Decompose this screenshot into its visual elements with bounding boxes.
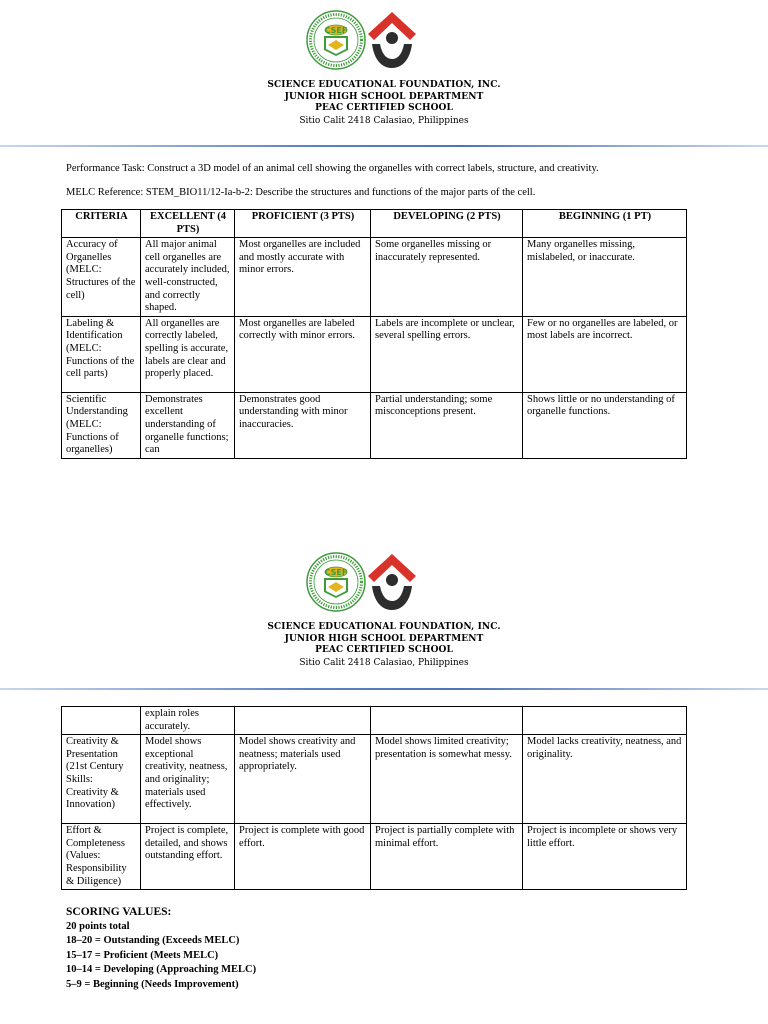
beginning-cell: Project is incomplete or shows very little effort. (523, 824, 687, 890)
criteria-cell: Accuracy of Organelles (MELC: Structures of the cell) (62, 238, 141, 317)
header-criteria: CRITERIA (62, 210, 141, 238)
excellent-cell: Model shows exceptional creativity, neatness, and originality; materials used effectively. (141, 735, 235, 824)
page1-header (0, 10, 768, 127)
school-address: Sitio Calit 2418 Calasiao, Philippines (299, 115, 469, 126)
criteria-cell: Scientific Understanding (MELC: Functions of organelles) (62, 392, 141, 458)
school-address: Sitio Calit 2418 Calasiao, Philippines (299, 657, 469, 668)
rubric-table-part2 (61, 706, 687, 890)
proficient-cell: Demonstrates good understanding with minor inaccuracies. (235, 392, 371, 458)
table-row (62, 392, 687, 458)
beginning-cell: Model lacks creativity, neatness, and originality. (523, 735, 687, 824)
melc-reference: MELC Reference: STEM_BIO11/12-Ia-b-2: Describe the structures and functions of the major parts of the cell. (66, 187, 536, 198)
beginning-cell (523, 707, 687, 735)
beginning-cell: Shows little or no understanding of organelle functions. (523, 392, 687, 458)
scoring-total: 20 points total (66, 920, 130, 932)
scoring-heading: SCORING VALUES: (66, 906, 172, 918)
developing-cell: Labels are incomplete or unclear, several spelling errors. (371, 316, 523, 392)
developing-cell: Project is partially complete with minimal effort. (371, 824, 523, 890)
logo-row (0, 552, 768, 616)
excellent-cell: All major animal cell organelles are accurately included, well-constructed, and correctly shaped. (141, 238, 235, 317)
scoring-level: 5–9 = Beginning (Needs Improvement) (66, 978, 239, 990)
table-row-continued (62, 707, 687, 735)
table-row (62, 824, 687, 890)
excellent-cell: explain roles accurately. (141, 707, 235, 735)
foundation-mark-logo (366, 10, 418, 74)
proficient-cell (235, 707, 371, 735)
scoring-values (66, 905, 256, 993)
school-name: SCIENCE EDUCATIONAL FOUNDATION, INC. (267, 622, 501, 632)
proficient-cell: Project is complete with good effort. (235, 824, 371, 890)
logo-row (0, 10, 768, 74)
foundation-mark-logo (366, 552, 418, 616)
proficient-cell: Most organelles are labeled correctly with minor errors. (235, 316, 371, 392)
developing-cell (371, 707, 523, 735)
criteria-cell: Creativity & Presentation (21st Century Skills: Creativity & Innovation) (62, 735, 141, 824)
page2-header (0, 552, 768, 669)
beginning-cell: Few or no organelles are labeled, or most labels are incorrect. (523, 316, 687, 392)
scoring-level: 15–17 = Proficient (Meets MELC) (66, 949, 219, 961)
school-seal-logo (306, 10, 366, 70)
header-divider (0, 688, 768, 690)
criteria-cell (62, 707, 141, 735)
header-developing: DEVELOPING (2 PTS) (371, 210, 523, 238)
excellent-cell: Demonstrates excellent understanding of organelle functions; can (141, 392, 235, 458)
school-name: SCIENCE EDUCATIONAL FOUNDATION, INC. (267, 80, 501, 90)
proficient-cell: Most organelles are included and mostly accurate with minor errors. (235, 238, 371, 317)
performance-task: Performance Task: Construct a 3D model of an animal cell showing the organelles with correct labels, structure, and creativity. (66, 163, 599, 174)
criteria-cell: Effort & Completeness (Values: Responsibility & Diligence) (62, 824, 141, 890)
table-row (62, 238, 687, 317)
proficient-cell: Model shows creativity and neatness; materials used appropriately. (235, 735, 371, 824)
school-certification: PEAC CERTIFIED SCHOOL (315, 103, 453, 113)
rubric-header-row (62, 210, 687, 238)
school-certification: PEAC CERTIFIED SCHOOL (315, 645, 453, 655)
school-department: JUNIOR HIGH SCHOOL DEPARTMENT (284, 633, 484, 644)
header-beginning: BEGINNING (1 PT) (523, 210, 687, 238)
developing-cell: Some organelles missing or inaccurately represented. (371, 238, 523, 317)
header-proficient: PROFICIENT (3 PTS) (235, 210, 371, 238)
school-department: JUNIOR HIGH SCHOOL DEPARTMENT (284, 91, 484, 102)
scoring-level: 18–20 = Outstanding (Exceeds MELC) (66, 935, 240, 947)
excellent-cell: Project is complete, detailed, and shows outstanding effort. (141, 824, 235, 890)
criteria-cell: Labeling & Identification (MELC: Functions of the cell parts) (62, 316, 141, 392)
table-row (62, 316, 687, 392)
developing-cell: Model shows limited creativity; presentation is somewhat messy. (371, 735, 523, 824)
header-divider (0, 145, 768, 147)
beginning-cell: Many organelles missing, mislabeled, or inaccurate. (523, 238, 687, 317)
excellent-cell: All organelles are correctly labeled, spelling is accurate, labels are clear and properly placed. (141, 316, 235, 392)
header-excellent: EXCELLENT (4 PTS) (141, 210, 235, 238)
rubric-table-part1 (61, 209, 687, 459)
school-seal-logo (306, 552, 366, 612)
developing-cell: Partial understanding; some misconceptions present. (371, 392, 523, 458)
scoring-level: 10–14 = Developing (Approaching MELC) (66, 964, 257, 976)
table-row (62, 735, 687, 824)
seal-text: CSEF (324, 26, 348, 35)
seal-text: CSEF (324, 568, 348, 577)
